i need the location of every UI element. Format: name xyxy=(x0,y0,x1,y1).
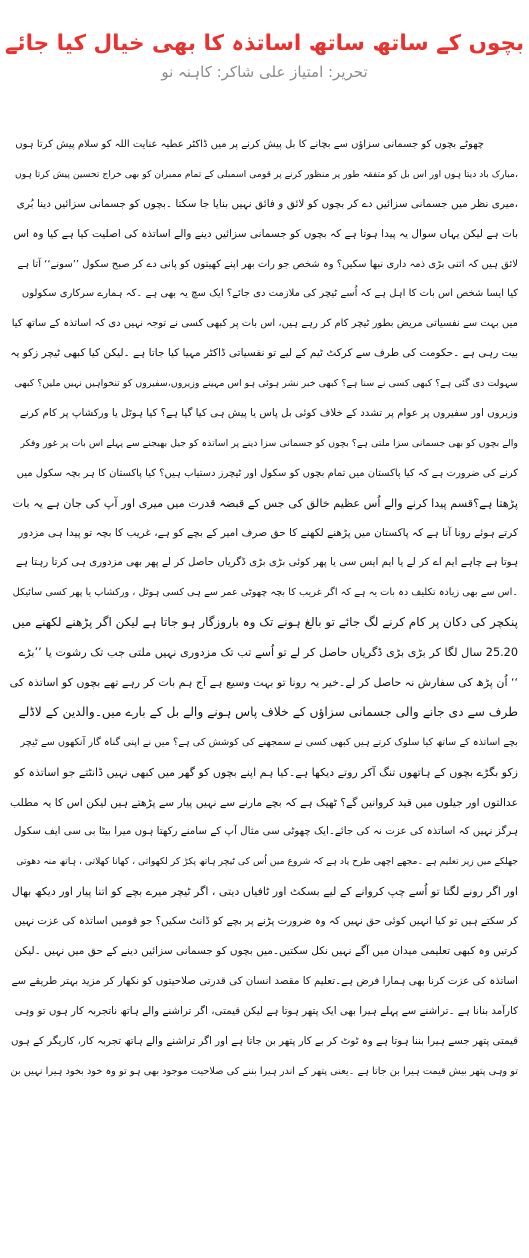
article-line: عدالتوں اور جیلوں میں قید کروانیں گے؟ ٹھیک ہے کہ بچے مارنے سے نہیں پیار سے پڑھتے ہیں لیکن اس کا یہ مطلب xyxy=(10,795,518,809)
article-line: سہولت دی گئی ہے؟ کبھی کسی نے سنا ہے؟ کبھی خبر نشر ہوئی ہو اس مہینے وزیروں،سفیروں کو تنخواہیں نہیں ملیں؟ کبھی xyxy=(14,378,518,390)
article-line: ہوتا ہے چاہے ایم اے کر لے یا ایم ایس سی یا پھر کوئی بڑی بڑی ڈگریاں حاصل کر لے پھر بھی مزدوری ہی کرتا رہتا ہے xyxy=(15,556,518,569)
article-line: 25.20 سال لگا کر بڑی بڑی ڈگریاں حاصل کر لے تو اُسے تب تک مزدوری نہیں ملتی جب تک رشوت یا ’’بڑے xyxy=(18,646,518,660)
article-line: وزیروں اور سفیروں پر عوام پر تشدد کے خلاف کوئی بل پاس یا پیش ہی کیا گیا ہے؟ کیا ہوٹل یا ورکشاپ پر کام کرنے xyxy=(19,407,518,420)
article-line: چھوٹے بچوں کو جسمانی سزاؤں سے بچانے کا بل پیش کرنے پر میں ڈاکٹر عطیہ عنایت اللہ کو سلام پیش کرتا ہوں xyxy=(15,139,484,150)
article-line: قیمتی پتھر جسے ہیرا بننا ہوتا ہے وہ ٹوٹ کر بے کار پتھر بن جاتا ہے اور اگر تراشنے والے ہاتھ تجربہ کار، کاریگر کے ہوں xyxy=(10,1034,518,1047)
article-line: ہرگز نہیں کہ اساتذہ کی عزت نہ کی جائے۔ایک چھوٹی سی مثال آپ کے سامنے رکھتا ہوں میرا بیٹا بی سی ایف سکول xyxy=(13,825,518,838)
article-line: کارآمد بنانا ہے ۔تراشنے سے پہلے ہیرا بھی ایک پتھر ہوتا ہے لیکن قیمتی، اگر تراشنے والے ہاتھ ناتجربہ کار ہوں تو وہی xyxy=(14,1004,518,1017)
article-line: ۔اس سے بھی زیادہ تکلیف دہ بات یہ ہے کہ اگر غریب کا بچہ چھوٹی عمر سے ہی کسی ہوٹل ، ورکشاپ یا پھر کسی سائیکل xyxy=(12,587,518,599)
article-line: بچے اساتذہ کے ساتھ کیا سلوک کرتے ہیں کبھی کسی نے سمجھنے کی کوشش کی ہے؟ میں نے اپنی گناہ گار آنکھوں سے ٹیچر xyxy=(20,736,518,748)
article-line: لائق ہیں کہ اتنی بڑی ذمہ داری نبھا سکیں؟ وہ شخص جو رات بھر اپنے کھیتوں کو پانی دے کر صبح سکول ’’سونے‘‘ آتا ہے xyxy=(17,258,518,270)
article-line: اساتذہ کی عزت کرنا بھی ہمارا فرض ہے۔تعلیم کا مقصد انسان کی قدرتی صلاحیتوں کو نکھار کر مزید بہتر طریقے سے xyxy=(11,974,518,987)
article-line: ‘‘ اُن پڑھ کی سفارش نہ حاصل کر لے۔خیر یہ رونا تو بہت وسیع ہے آج ہم بات کر رہے تھے بچوں کو اساتذہ کی xyxy=(10,676,518,690)
article-line: تو وہی پتھر بیش قیمت ہیرا بن جاتا ہے ۔یعنی پتھر کے اندر ہیرا بننے کی صلاحیت موجود بھی ہو تو وہ خود بخود ہیرا نہیں بن xyxy=(10,1065,518,1077)
article-line: بیت رہی ہے ۔حکومت کی طرف سے کرکٹ ٹیم کے لیے تو نفسیاتی ڈاکٹر مہیا کیا جاتا ہے ۔لیکن کیا کبھی ٹیچر زکو یہ xyxy=(10,347,518,360)
article-line: زکو بگڑے بچوں کے ہاتھوں تنگ آکر روتے دیکھا ہے۔کیا ہم اپنے بچوں کو گھر میں کبھی نہیں ڈانٹتے جو اساتذہ کو xyxy=(14,765,518,779)
article-line: کیا ایسا شخص اس بات کا اہل ہے کہ اُسے ٹیچر کی ملازمت دی جائے؟ ایک سچ یہ بھی ہے ۔کہ ہمارے سرکاری سکولوں xyxy=(21,288,518,300)
article-body xyxy=(10,130,518,1087)
article-line: کرتے ہوئے رونا آتا ہے کہ پاکستان میں پڑھنے لکھنے کا حق صرف امیر کے بچے کو ہے، غریب کا بچہ تو پیدا ہی مزدور xyxy=(18,526,518,539)
article-line: اور اگر رونے لگتا تو اُسے چپ کروانے کے لیے بسکٹ اور ٹافیاں دیتی ، اگر ٹیچر میرے بچے کو اتنا پیار اور دیکھ بھال xyxy=(11,885,518,899)
article-title: بچوں کے ساتھ ساتھ اساتذہ کا بھی خیال کیا جائے xyxy=(4,31,525,57)
article-line: کرنے کی ضرورت ہے کہ کیا پاکستان میں تمام بچوں کو سکول اور ٹیچرز دستیاب ہیں؟ کیا پاکستان کا ہر بچہ سکول میں xyxy=(16,467,518,479)
article-line: کر سکتے ہیں تو کیا انہیں کوئی حق نہیں کہ وہ ضرورت پڑنے پر بچے کو ڈانٹ سکیں؟ جو قومیں اساتذہ کی عزت نہیں xyxy=(14,915,518,928)
article-line: طرف سے دی جانے والی جسمانی سزاؤں کے خلاف پاس ہونے والے بل کے بارے میں۔والدین کے لاڈلے xyxy=(18,704,518,719)
article-line: بات ہے لیکن یہاں سوال یہ پیدا ہوتا ہے کہ بچوں کو جسمانی سزائیں دینے والے اساتذہ کی اصلیت کیا ہے کیا وہ اس xyxy=(13,227,518,240)
article-line: کرتیں وہ کبھی تعلیمی میدان میں آگے نہیں نکل سکتیں۔میں بچوں کو جسمانی سزائیں دینے کے حق میں نہیں ۔لیکن xyxy=(14,945,518,958)
article-byline: تحریر: امتیاز علی شاکر: کاہنہ نو xyxy=(161,63,368,81)
article-line: ،میری نظر میں جسمانی سزائیں دے کر بچوں کو لائق و فائق نہیں بنایا جا سکتا ۔بچوں کو جسمانی سزائیں دینا بُری xyxy=(16,197,518,210)
article-line: میں بہت سے نفسیاتی مریض بطور ٹیچر کام کر رہے ہیں، اس بات پر کبھی کسی نے توجہ نہیں دی کہ اساتذہ کے ساتھ کیا xyxy=(11,318,518,330)
article-line: ،مبارک باد دیتا ہوں اور اس بل کو متفقہ طور پر منظور کرنے پر قومی اسمبلی کے تمام ممبران کو بھی خراج تحسین پیش کرتا ہوں xyxy=(14,168,518,180)
article-line: پنکچر کی دکان پر کام کرنے لگ جائے تو بالغ ہونے تک وہ باروزگار ہو جاتا ہے لیکن اگر پڑھنے لکھنے میں xyxy=(12,615,518,630)
article-line: جھلکے میں زیر تعلیم ہے ۔مجھے اچھی طرح یاد ہے کہ شروع میں اُس کی ٹیچر ہاتھ پکڑ کر لکھواتی ، کھانا کھلاتی ، ہاتھ منہ دھوتی xyxy=(16,856,518,868)
article-line: والے بچوں کو بھی جسمانی سزا ملتی ہے؟ بچوں کو جسمانی سزا دینے پر اساتذہ کو جیل بھیجنے سے پہلے اس بات پر غور وفکر xyxy=(20,437,518,449)
article-line: پڑھتا ہے؟قسم پیدا کرنے والے اُس عظیم خالق کی جس کے قبضہ قدرت میں میری اور آپ کی جان ہے یہ بات xyxy=(12,496,518,510)
